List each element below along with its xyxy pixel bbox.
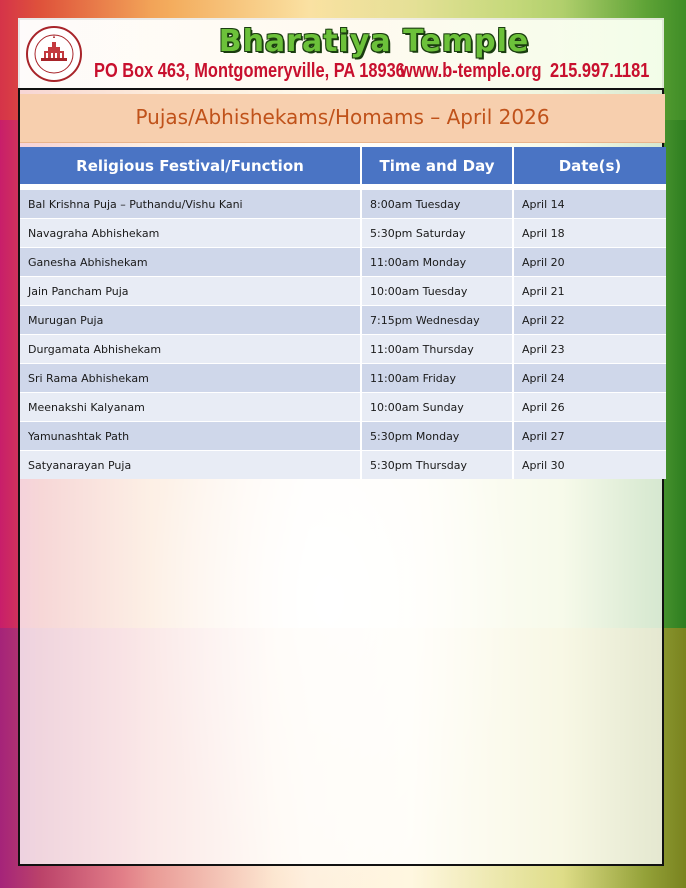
temple-address: PO Box 463, Montgomeryville, PA 18936 — [94, 60, 405, 82]
table-row — [20, 422, 666, 451]
event-cell: Navagraha Abhishekam — [20, 219, 361, 248]
table-row — [20, 277, 666, 306]
table-row — [20, 451, 666, 480]
table-row — [20, 335, 666, 364]
event-cell: Durgamata Abhishekam — [20, 335, 361, 364]
time-cell: 10:00am Tuesday — [361, 277, 513, 306]
time-cell: 11:00am Thursday — [361, 335, 513, 364]
event-cell: Jain Pancham Puja — [20, 277, 361, 306]
date-cell: April 27 — [513, 422, 666, 451]
time-cell: 11:00am Friday — [361, 364, 513, 393]
section-title: Pujas/Abhishekams/Homams – April 2026 — [20, 94, 665, 143]
temple-phone: 215.997.1181 — [550, 60, 650, 82]
temple-logo-icon — [26, 26, 82, 82]
table-row — [20, 248, 666, 277]
table-row — [20, 393, 666, 422]
time-cell: 10:00am Sunday — [361, 393, 513, 422]
table-row — [20, 306, 666, 335]
table-row — [20, 190, 666, 219]
event-cell: Meenakshi Kalyanam — [20, 393, 361, 422]
table-row — [20, 219, 666, 248]
date-cell: April 18 — [513, 219, 666, 248]
date-cell: April 26 — [513, 393, 666, 422]
event-cell: Satyanarayan Puja — [20, 451, 361, 480]
date-cell: April 14 — [513, 190, 666, 219]
event-cell: Ganesha Abhishekam — [20, 248, 361, 277]
table-header-row — [20, 147, 666, 185]
date-cell: April 24 — [513, 364, 666, 393]
date-cell: April 30 — [513, 451, 666, 480]
temple-website-link[interactable]: www.b-temple.org — [400, 60, 542, 82]
time-cell: 8:00am Tuesday — [361, 190, 513, 219]
time-cell: 11:00am Monday — [361, 248, 513, 277]
column-header-date: Date(s) — [513, 147, 666, 185]
date-cell: April 20 — [513, 248, 666, 277]
temple-title: Bharatiya Temple — [218, 24, 530, 59]
date-cell: April 23 — [513, 335, 666, 364]
event-cell: Murugan Puja — [20, 306, 361, 335]
time-cell: 5:30pm Saturday — [361, 219, 513, 248]
date-cell: April 21 — [513, 277, 666, 306]
events-table — [20, 147, 666, 479]
event-cell: Bal Krishna Puja – Puthandu/Vishu Kani — [20, 190, 361, 219]
table-row — [20, 364, 666, 393]
time-cell: 5:30pm Thursday — [361, 451, 513, 480]
time-cell: 7:15pm Wednesday — [361, 306, 513, 335]
date-cell: April 22 — [513, 306, 666, 335]
column-header-time: Time and Day — [361, 147, 513, 185]
event-cell: Yamunashtak Path — [20, 422, 361, 451]
temple-header — [18, 18, 664, 90]
event-cell: Sri Rama Abhishekam — [20, 364, 361, 393]
column-header-event: Religious Festival/Function — [20, 147, 361, 185]
time-cell: 5:30pm Monday — [361, 422, 513, 451]
